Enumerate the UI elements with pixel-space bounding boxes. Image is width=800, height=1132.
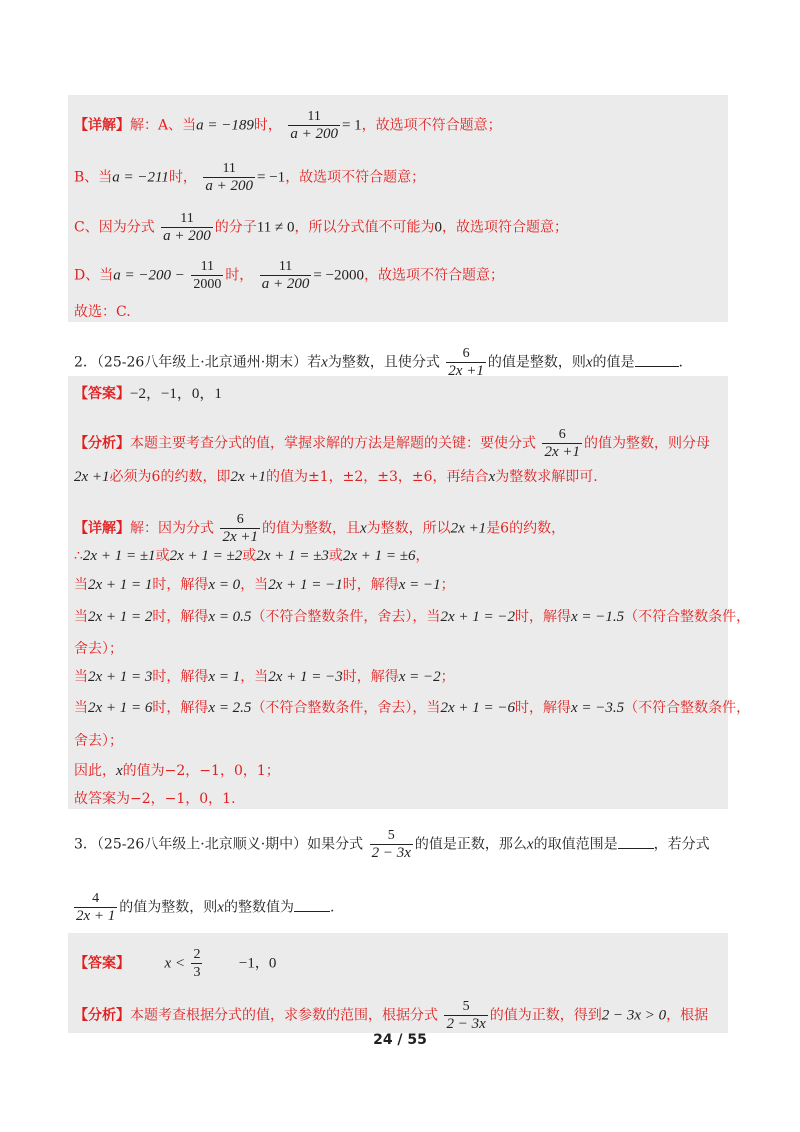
p1-line-3: C、因为分式 $\frac{11}{a + 200}$ 的分子11 ≠ 0，所以分式值不可能为0，故选项符合题意； bbox=[74, 211, 568, 244]
fraction: $\frac{5}{2 - 3x}$ bbox=[371, 828, 411, 861]
answer-blank bbox=[618, 848, 654, 849]
a2-detail-6: 当2x + 1 = 3时，解得x = 1，当2x + 1 = −3时，解得x = −2； bbox=[74, 669, 455, 685]
question-2: 2．（25-26八年级上·北京通州·期末）若x为整数，且使分式 $\frac{6}{2x +1}$ 的值是整数，则x的值是 . bbox=[74, 346, 683, 379]
fraction: $\frac{6}{2x +1}$ bbox=[544, 427, 580, 460]
label-detail: 【详解】 bbox=[74, 117, 130, 134]
p1-line-2: B、当a = −211时， $\frac{11}{a + 200}$ = −1，故选项不符合题意； bbox=[74, 161, 426, 194]
fraction: $\frac{5}{2 - 3x}$ bbox=[446, 999, 486, 1032]
p1-line-5: 故选：C. bbox=[74, 304, 131, 320]
question-3-line-2: $\frac{4}{2x + 1}$ 的值为整数，则x的整数值为 . bbox=[76, 891, 335, 924]
p1-line-4: D、当a = −200 − $\frac{11}{2000}$ 时， $\frac{11}{a + 200}$ = −2000，故选项不符合题意； bbox=[74, 259, 505, 292]
fraction: $\frac{11}{a + 200}$ bbox=[290, 109, 338, 142]
fraction: $\frac{2}{3}$ bbox=[193, 947, 201, 980]
answer-blank bbox=[635, 366, 679, 367]
a2-detail-2: ∴2x + 1 = ±1或2x + 1 = ±2或2x + 1 = ±3或2x + 1 = ±6， bbox=[74, 548, 430, 564]
a2-detail-4: 当2x + 1 = 2时，解得x = 0.5（不符合整数条件，舍去），当2x + 1 = −2时，解得x = −1.5（不符合整数条件， bbox=[74, 609, 751, 625]
fraction: $\frac{11}{a + 200}$ bbox=[205, 161, 254, 194]
fraction: $\frac{6}{2x +1}$ bbox=[222, 512, 258, 545]
question-3-line-1: 3．（25-26八年级上·北京顺义·期中）如果分式 $\frac{5}{2 - 3x}$ 的值是正数，那么x的取值范围是 ，若分式 bbox=[74, 828, 710, 861]
answer-blank bbox=[294, 911, 330, 912]
fraction: $\frac{4}{2x + 1}$ bbox=[76, 891, 116, 924]
a3-answer: 【答案】 x < $\frac{2}{3}$ −1，0 bbox=[74, 947, 277, 980]
a2-detail-10: 故答案为−2，−1，0，1. bbox=[74, 791, 236, 807]
a2-detail-3: 当2x + 1 = 1时，解得x = 0，当2x + 1 = −1时，解得x = −1； bbox=[74, 577, 455, 593]
a2-detail-7: 当2x + 1 = 6时，解得x = 2.5（不符合整数条件，舍去），当2x + 1 = −6时，解得x = −3.5（不符合整数条件， bbox=[74, 700, 751, 716]
p1-line-1: 【详解】解：A、当a = −189时， $\frac{11}{a + 200}$ = 1，故选项不符合题意； bbox=[74, 109, 502, 142]
a3-analysis-1: 【分析】本题考查根据分式的值，求参数的范围，根据分式 $\frac{5}{2 - 3x}$ 的值为正数，得到2 − 3x > 0，根据 bbox=[74, 999, 709, 1032]
fraction: $\frac{6}{2x +1}$ bbox=[448, 346, 484, 379]
page-number: 24 / 55 bbox=[373, 1032, 427, 1048]
a2-detail-5: 舍去）； bbox=[74, 641, 123, 657]
a2-analysis-1: 【分析】本题主要考查分式的值，掌握求解的方法是解题的关键：要使分式 $\frac{6}{2x +1}$ 的值为整数，则分母 bbox=[74, 427, 710, 460]
a2-detail-8: 舍去）； bbox=[74, 733, 123, 749]
a2-analysis-2: 2x +1必须为6的约数，即2x +1的值为±1，±2，±3，±6，再结合x为整数求解即可. bbox=[74, 469, 598, 485]
fraction: $\frac{11}{a + 200}$ bbox=[261, 259, 310, 292]
fraction: $\frac{11}{a + 200}$ bbox=[163, 211, 211, 244]
a2-answer: 【答案】−2，−1，0，1 bbox=[74, 386, 222, 402]
fraction: $\frac{11}{2000}$ bbox=[193, 259, 222, 292]
a2-detail-9: 因此，x的值为−2，−1，0，1； bbox=[74, 763, 280, 779]
a2-detail-1: 【详解】解：因为分式 $\frac{6}{2x +1}$ 的值为整数，且x为整数，所以2x +1是6的约数， bbox=[74, 512, 566, 545]
